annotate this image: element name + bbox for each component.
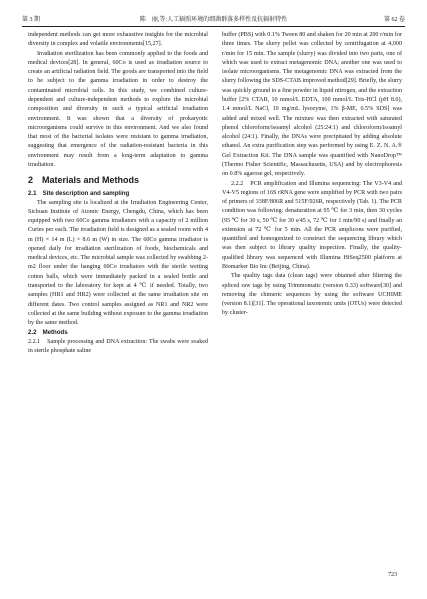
page-number: 723 xyxy=(388,572,397,578)
paragraph: 2.2.2 PCR amplification and Illumina sequencing: The V3-V4 and V4-V5 regions of 16S rRNA gene were amplified by PCR with two pairs of primers of 338F/806R and 515F/926R, respectively (Tab. 1). The PCR condition was following: denaturation at 95 ℃ for 3 min, then 30 cycles (95 ℃ for 30 s, 50 ℃ for 30 s/45 s, 72 ℃ for 1 min/90 s) and finally an extension at 72 ℃ for 5 min. All the PCR amplicons were purified, quantified and homogenized to construct the sequencing library which was then subject to library quality inspection. Finally, the quality-qualified library was sequenced with Illumina HiSeq2500 platform at Biomarker Bio Inc (Beijing, China). xyxy=(222,180,402,271)
running-header xyxy=(22,14,405,27)
paragraph: 2.2.1 Sample processing and DNA extraction: The swabs were soaked in sterile phosphate saline xyxy=(28,338,208,354)
left-column xyxy=(28,31,208,356)
paragraph: buffer (PBS) with 0.1% Tween 80 and shaken for 20 min at 200 r/min for three times. The slurry pellet was collected by centrifugation at 4,000 r/min for 15 min. The sample (slurry) was divided into two parts, one of which was used to extract metagenomic DNA; another one was used to isolate microorganisms. The metagenomic DNA was extracted from the slurry following the SDS-CTAB improved method[29]. Briefly, the slurry was quickly ground to a fine powder in liquid nitrogen, and the extraction buffer [2% CTAB, 10 mmol/L EDTA, 100 mmol/L Tris-HCl (pH 8.0), 1.4 mmol/L NaCl, 10 mg/mL lysozyme, 1% β-ME, 0.5% SDS] was added and mixed well. The mixture was then extracted with saturated phenol chloroform/isoamyl alcohol (25:24:1) and chloroform/isoamyl alcohol (24:1). Finally, the DNAs were precipitated by adding absolute ethanol. An extra purification step was performed by using E. Z. N. A.® Gel Extraction Kit. The DNA sample was quantified with NanoDrop™ (Thermo Fisher Scientific, Massachusetts, USA) and by electrophoresis on 0.8% agarose gel, respectively. xyxy=(222,32,402,178)
volume-number: 第 62 卷 xyxy=(383,17,405,23)
issue-number: 第 3 期 xyxy=(22,17,41,23)
paragraph: The sampling site is localized at the Irradiation Engineering Center, Sichuan Institute of Atomic Energy, Chengdu, China, which has been equipped with two 60Co gamma irradiators with a capacity of 2 million Curies per each. The irradiation field is designed as a sealed room with 4 m (H) × 14 m (L) × 8.6 m (W) in size. The 60Co gamma irradiator is opened daily for irradiation sterilization of foods, biochemicals and medical devices, etc. The microbial sample was collected by swabbing 2-m2 floor under the hanging 60Co irradiators with the sterile wetting cotton balls, which were immediately packed in a sealed bottle and transported to the laboratory for kept at 4 ℃ if needed. Totally, two samples (HR1 and HR2) were collected at the same irradiation site on different dates. Two control samples assigned as NR1 and NR2 were collected at the same building without exposure to the gamma irradiation by the same method. xyxy=(28,199,208,327)
paragraph: The quality tags data (clean tags) were obtained after filtering the spliced raw tags by using Trimmomatic (version 0.33) software[30] and removing the chimeric sequences by using the software UCHIME (version 8.1)[31]. The operational taxonomic units (OTUs) were detected by cluster- xyxy=(222,273,402,317)
running-title: 陈 丽,等:人工辐照环境的细菌群落多样性及抗辐射特性 xyxy=(139,17,288,23)
section-heading: 2 Materials and Methods xyxy=(28,175,140,186)
subsection-heading: 2.2 Methods xyxy=(28,329,68,337)
right-column xyxy=(222,31,402,319)
paragraph: Irradiation sterilization has been commonly applied to the foods and medical devices[28]. In general, 60Co is used as irradiation source to create an artificial radiation field. The goods are transported into the field to be subject to the gamma irradiation in order to destroy the contaminated microbial cells. In this study, we combined culture-dependent and culture-independent methods to explore the microbial composition and diversity in such a typical artificial irradiation environment. It was shown that a diversity of prokaryotic microorganisms could survive in this environment. And we also found that most of the bacterial isolates were resistant to gamma irradiation, suggesting that emergence of the radiation-resistant bacteria in this environment may result from a long-term adaptation to gamma irradiation. xyxy=(28,50,208,168)
subsection-heading: 2.1 Site description and sampling xyxy=(28,190,130,198)
paragraph: independent methods can get more exhaustive insights for the microbial diversity in complex and volatile environments[15,27]. xyxy=(28,32,208,48)
